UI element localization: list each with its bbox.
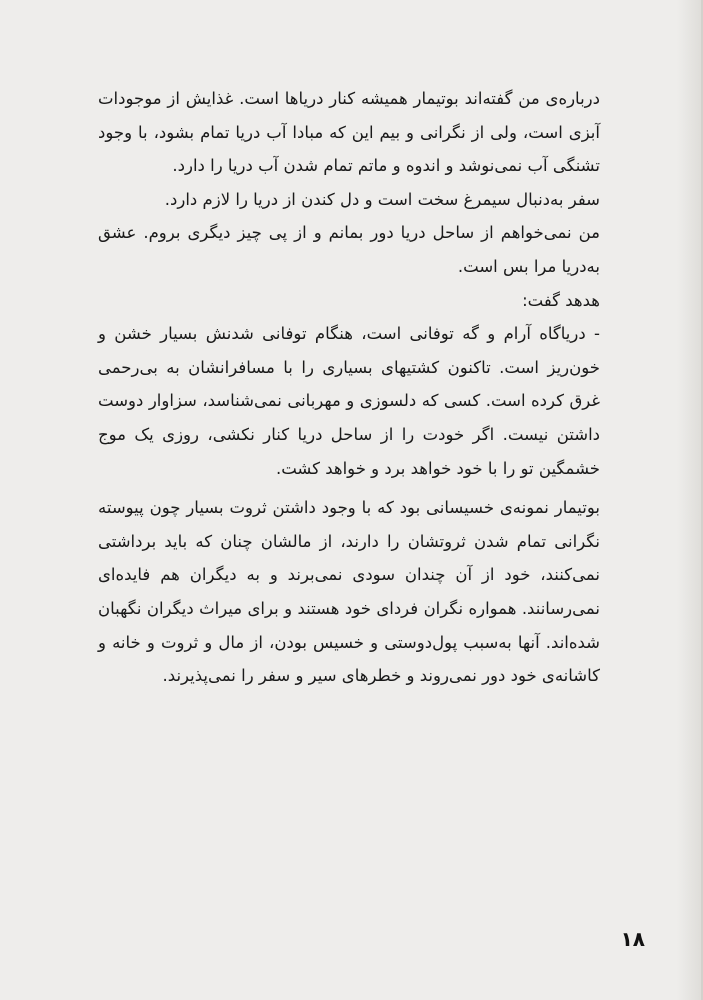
- paragraph: بوتیمار نمونه‌ی خسیسانی بود که با وجود داشتن ثروت بسیار چون پیوسته نگرانی تمام شدن ثروتشان را دارند، از مالشان چنان که باید برداشتی نمی‌کنند، خود از آن چندان سودی نمی‌برند و به دیگران هم فایده‌ای نمی‌رسانند. همواره نگران فردای خود هستند و برای میراث دیگران نگهبان شده‌اند. آنها به‌سبب پول‌دوستی و خسیس بودن، از مال و ثروت و خانه و کاشانه‌ی خود دور نمی‌روند و خطرهای سیر و سفر را نمی‌پذیرند.: [98, 498, 600, 686]
- page-number: ۱۸: [620, 927, 645, 951]
- paragraph: درباره‌ی من گفته‌اند بوتیمار همیشه کنار دریاها است. غذایش از موجودات آبزی است، ولی از نگرانی و بیم این که مبادا آب دریا تمام بشود، با وجود تشنگی آب نمی‌نوشد و اندوه و ماتم تمام شدن آب دریا را دارد.: [98, 89, 600, 176]
- paragraph: من نمی‌خواهم از ساحل دریا دور بمانم و از پی چیز دیگری بروم. عشق به‌دریا مرا بس است.: [98, 223, 600, 276]
- paragraph: هدهد گفت:: [522, 290, 600, 310]
- paragraph: سفر به‌دنبال سیمرغ سخت است و دل کندن از دریا را لازم دارد.: [164, 189, 600, 209]
- paragraph: - دریاگاه آرام و گه توفانی است، هنگام توفانی شدنش بسیار خشن و خون‌ریز است. تاکنون کشتیهای بسیاری را با مسافرانشان به بی‌رحمی غرق کرده است. کسی که دلسوزی و مهربانی نمی‌شناسد، سزاوار دوست داشتن نیست. اگر خودت را از ساحل دریا کنار نکشی، روزی یک موج خشمگین تو را با خود خواهد برد و خواهد کشت.: [98, 324, 600, 478]
- body-text: [98, 82, 600, 693]
